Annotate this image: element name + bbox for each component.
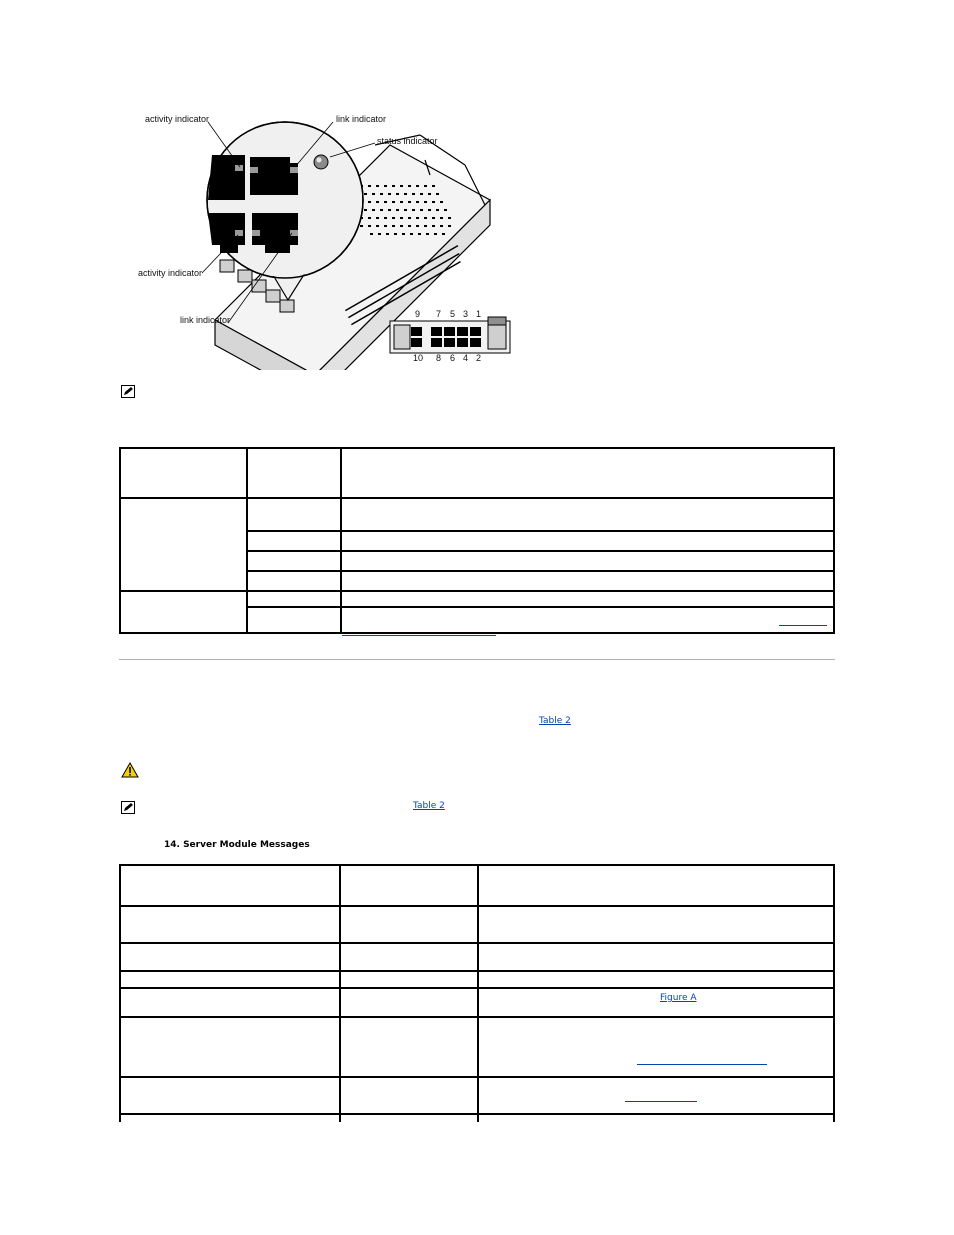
caution-icon (121, 762, 139, 781)
callout-link-indicator-top: link indicator (336, 114, 387, 124)
table-cell (340, 988, 478, 1017)
port-number: 5 (450, 309, 456, 319)
table-cell (340, 865, 478, 906)
table-cell (120, 498, 247, 591)
table-cell (340, 1077, 478, 1114)
table-cell (120, 1077, 340, 1114)
port-number: 9 (415, 309, 421, 319)
table-cell (478, 943, 834, 971)
callout-activity-indicator-bottom: activity indicator (138, 268, 203, 278)
table-cell (120, 591, 247, 633)
table-cell (340, 1114, 478, 1122)
table-cell (120, 1114, 340, 1122)
table-cell (478, 988, 834, 1017)
table-cell (341, 498, 834, 531)
table-cell (120, 865, 340, 906)
table-cell (341, 531, 834, 551)
indicator-table (119, 447, 835, 634)
table-cell (340, 943, 478, 971)
table1-link-underline[interactable] (342, 635, 496, 636)
table-cell (247, 448, 341, 498)
table-cell (120, 971, 340, 988)
table-cell (340, 906, 478, 943)
table1-link-underline[interactable] (779, 625, 827, 626)
section-divider (119, 659, 835, 660)
table-cell (478, 1077, 834, 1114)
table-cell (340, 1017, 478, 1077)
port-number: 1 (476, 309, 482, 319)
server-module-messages-table (119, 864, 835, 1122)
table-cell (341, 448, 834, 498)
table-cell (247, 531, 341, 551)
table-cell (341, 551, 834, 571)
table-cell (247, 591, 341, 607)
port-number: 8 (436, 353, 442, 363)
port-number: 6 (450, 353, 456, 363)
table-cell (247, 551, 341, 571)
table-cell (478, 906, 834, 943)
table-cell (247, 607, 341, 633)
table-cell (478, 1017, 834, 1077)
table2-link-underline[interactable] (637, 1064, 767, 1065)
note-pencil-icon (121, 801, 135, 817)
table-cell (120, 448, 247, 498)
callout-link-indicator-bottom: link indicator (180, 315, 231, 325)
table-cell (478, 971, 834, 988)
note-pencil-icon (121, 385, 135, 401)
port-number: 10 (413, 353, 424, 363)
table-caption: 14. Server Module Messages (164, 840, 310, 850)
port-number: 2 (476, 353, 482, 363)
callout-activity-indicator-top: activity indicator (145, 114, 210, 124)
port-number: 4 (463, 353, 469, 363)
table-cell (341, 607, 834, 633)
port-number: 3 (463, 309, 469, 319)
table-cell (247, 571, 341, 591)
network-indicators-figure (120, 105, 540, 370)
table-cell (120, 1017, 340, 1077)
table-cell (247, 498, 341, 531)
figure-a-link[interactable]: Figure A (660, 993, 697, 1003)
callout-status-indicator: status indicator (377, 136, 438, 146)
table-cell (341, 591, 834, 607)
table-cell (120, 943, 340, 971)
table-cell (478, 1114, 834, 1122)
table-cell (341, 571, 834, 591)
table-2-link[interactable]: Table 2 (413, 801, 445, 811)
server-module-illustration (120, 105, 540, 370)
table-cell (120, 906, 340, 943)
table-cell (478, 865, 834, 906)
table-cell (340, 971, 478, 988)
table-2-link[interactable]: Table 2 (539, 716, 571, 726)
port-number: 7 (436, 309, 442, 319)
table2-link-underline[interactable] (625, 1101, 697, 1102)
table-cell (120, 988, 340, 1017)
